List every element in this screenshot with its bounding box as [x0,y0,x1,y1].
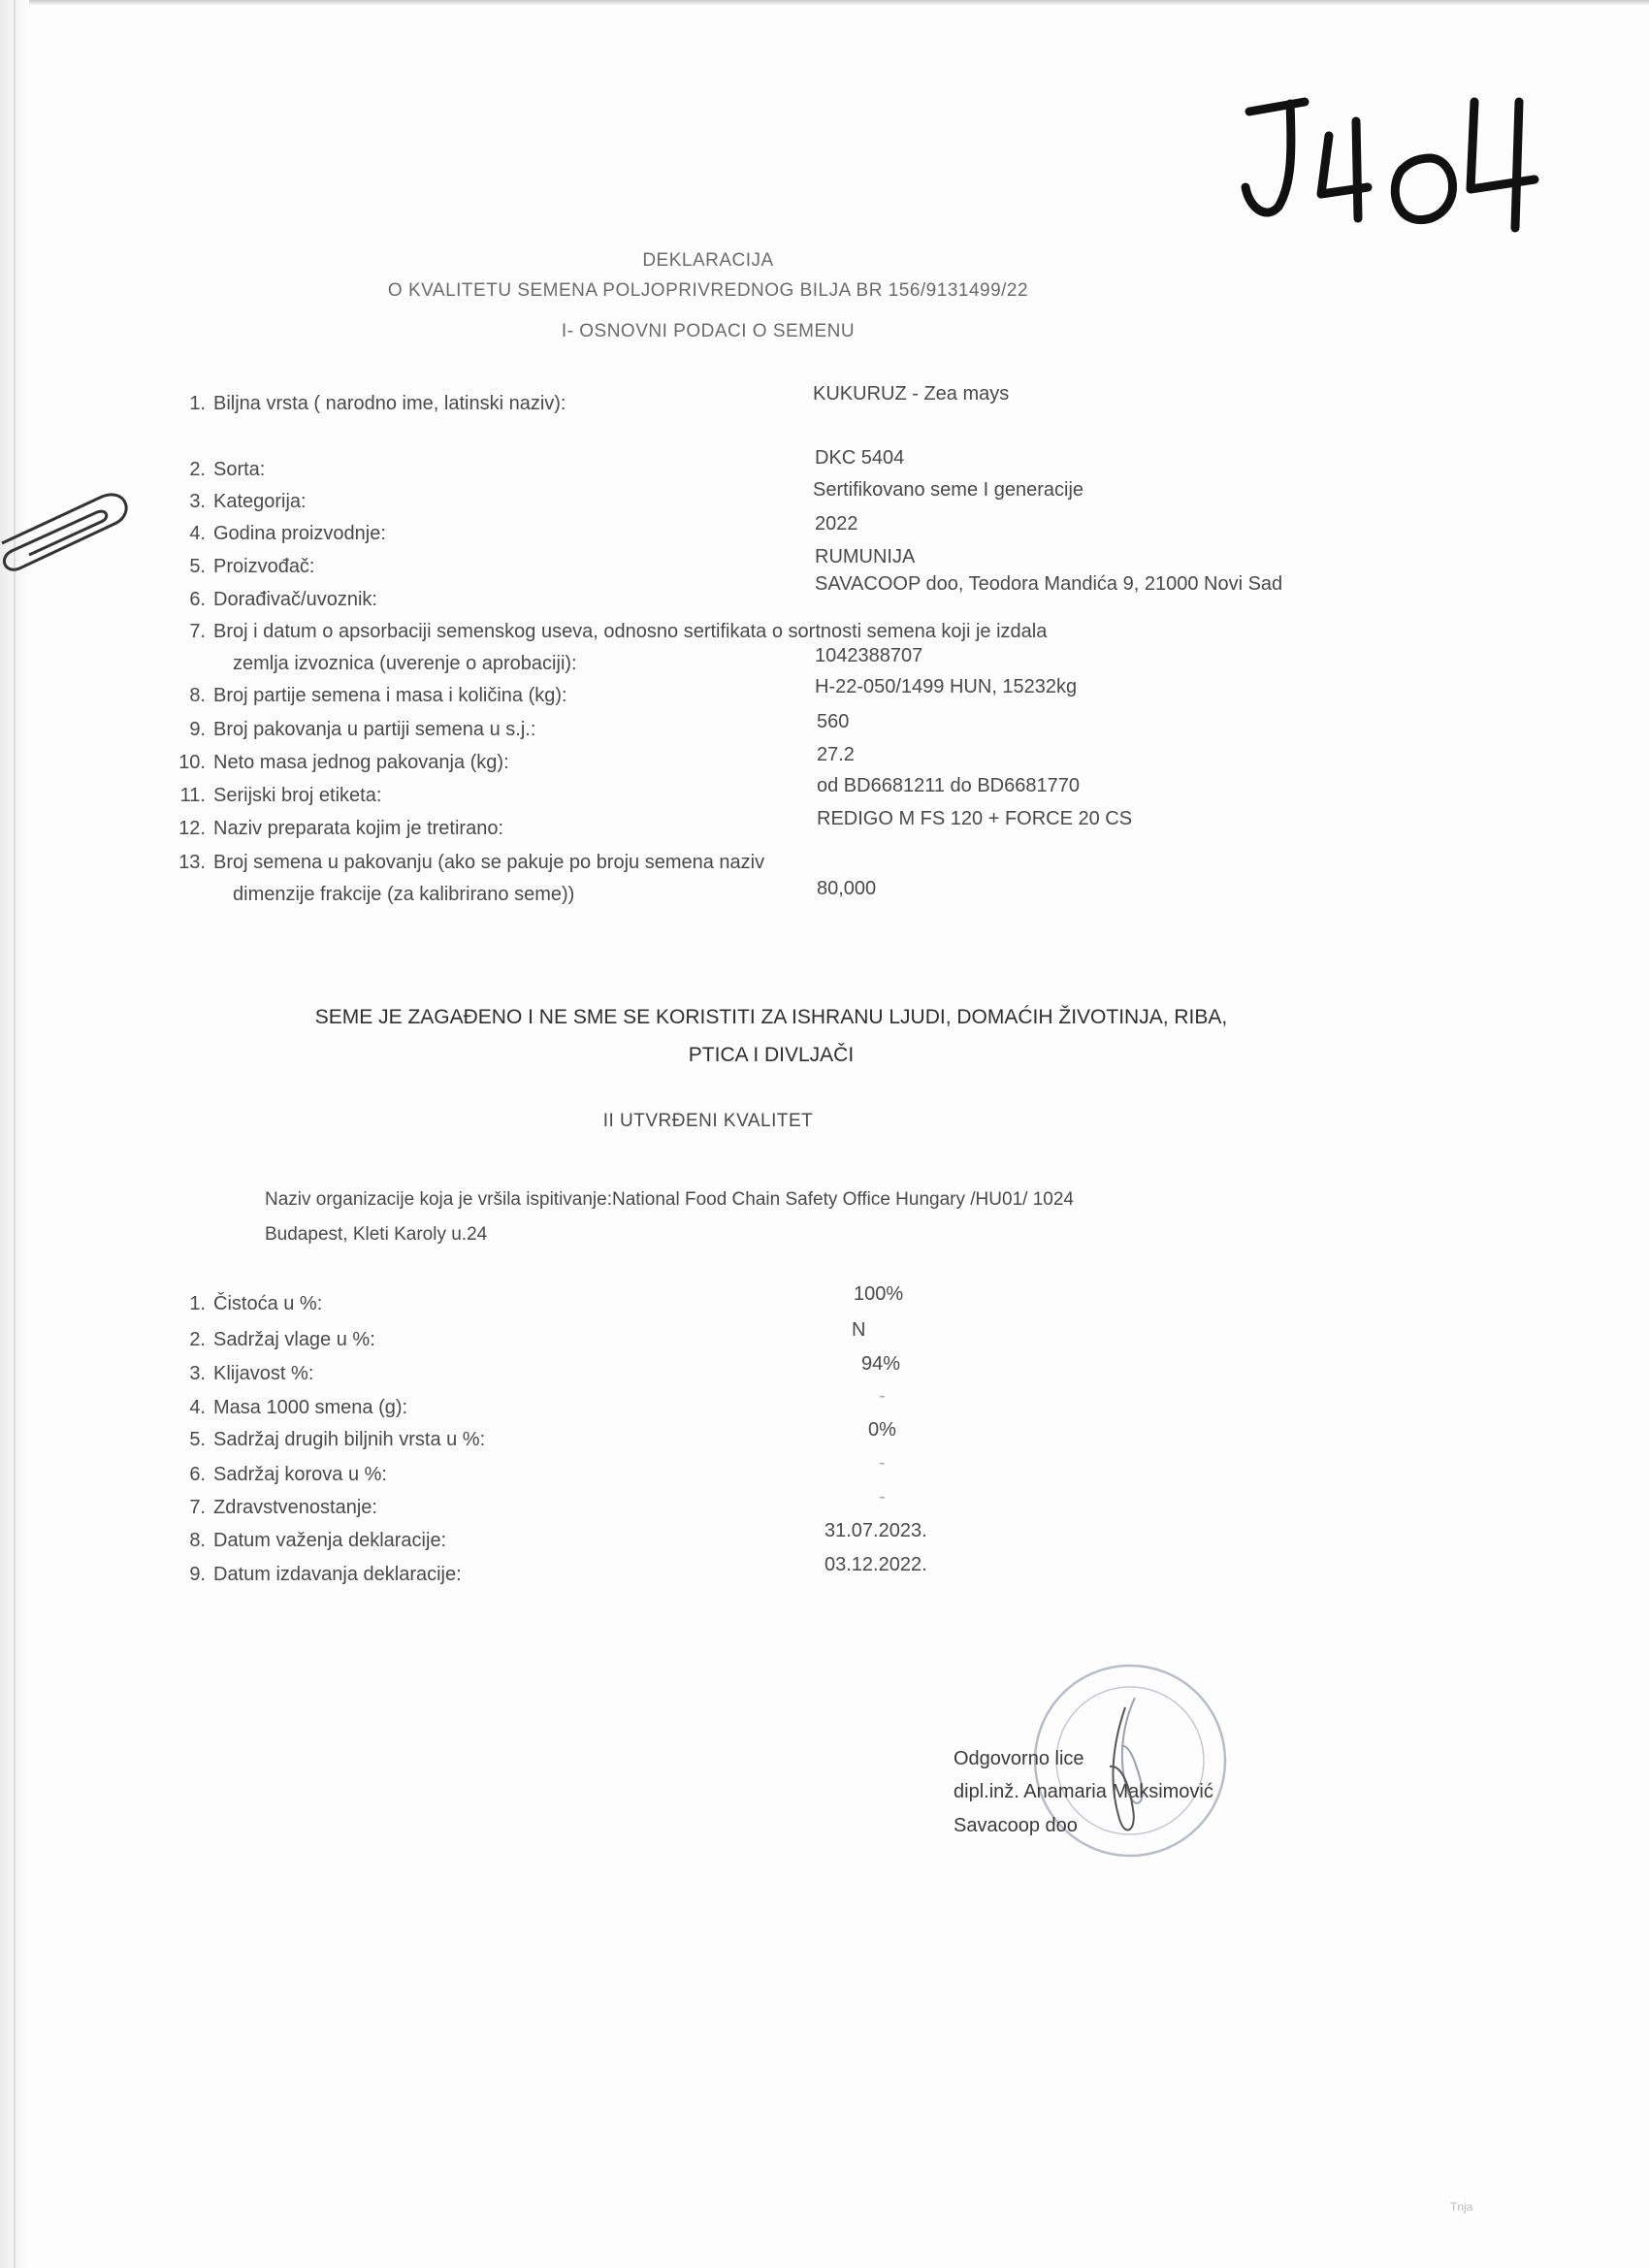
signature-title: Odgovorno lice [954,1748,1084,1769]
s1-row-11: 11. Serijski broj etiketa: [179,785,382,806]
s2-row-4: 4. Masa 1000 smena (g): [189,1397,408,1418]
s2-value-8: 31.07.2023. [824,1520,927,1541]
paperclip-icon [0,485,136,601]
s1-row-13-cont: dimenzije frakcije (za kalibrirano seme)) [233,884,575,905]
s1-row-7: 7. Broj i datum o apsorbaciji semenskog useva, odnosno sertifikata o sortnosti semena koji je izdala [189,621,1048,642]
s1-value-11: od BD6681211 do BD6681770 [817,775,1080,796]
s2-row-8: 8. Datum važenja deklaracije: [189,1530,447,1551]
s1-value-4: 2022 [815,513,858,535]
s1-value-1: KUKURUZ - Zea mays [813,383,1010,405]
s1-row-2: 2. Sorta: [189,459,266,480]
s1-row-12: 12. Naziv preparata kojim je tretirano: [178,818,504,839]
s2-value-2: N [852,1319,866,1341]
s1-row-8: 8. Broj partije semena i masa i količina (kg): [189,685,567,706]
s2-value-7: - [879,1486,886,1507]
s1-value-8: H-22-050/1499 HUN, 15232kg [815,676,1078,697]
s1-value-7: 1042388707 [815,645,923,666]
s2-row-5: 5. Sadržaj drugih biljnih vrsta u %: [189,1429,486,1450]
s2-row-7: 7. Zdravstvenostanje: [189,1497,377,1518]
s1-value-3: Sertifikovano seme I generacije [813,479,1084,501]
s2-row-6: 6. Sadržaj korova u %: [189,1464,387,1485]
s1-row-6: 6. Dorađivač/uvoznik: [189,589,377,610]
s1-value-12: REDIGO M FS 120 + FORCE 20 CS [817,808,1133,829]
s1-value-5: RUMUNIJA [815,546,916,567]
s2-value-9: 03.12.2022. [824,1554,927,1575]
handwritten-mark [1232,92,1552,238]
section-2-title: II UTVRĐENI KVALITET [602,1111,814,1131]
s1-value-13: 80,000 [817,878,877,899]
warning-line-2: PTICA I DIVLJAČI [688,1044,855,1066]
s1-row-10: 10. Neto masa jednog pakovanja (kg): [178,752,509,773]
s2-value-3: 94% [861,1353,901,1375]
doc-title: DEKLARACIJA [642,250,774,271]
organization-line-1: Naziv organizacije koja je vršila ispitivanje:National Food Chain Safety Office Hungary /HU01/ 1024 [265,1189,1074,1210]
section-1-title: I- OSNOVNI PODACI O SEMENU [561,321,856,341]
s1-value-2: DKC 5404 [815,447,905,469]
corner-mark: Tnja [1450,2200,1473,2214]
s2-row-2: 2. Sadržaj vlage u %: [189,1329,375,1350]
s1-row-5: 5. Proizvođač: [189,556,315,577]
s1-value-6: SAVACOOP doo, Teodora Mandića 9, 21000 Novi Sad [815,573,1283,595]
s1-value-9: 560 [817,711,850,732]
s2-row-1: 1. Čistoća u %: [189,1293,323,1314]
s1-row-3: 3. Kategorija: [189,491,307,512]
s1-row-4: 4. Godina proizvodnje: [189,523,386,544]
s1-row-1: 1. Biljna vrsta ( narodno ime, latinski naziv): [189,393,566,414]
s1-row-7-cont: zemlja izvoznica (uverenje o aprobaciji): [233,653,577,674]
s2-value-4: - [879,1385,886,1407]
signatory-company: Savacoop doo [954,1815,1078,1836]
s1-row-13: 13. Broj semena u pakovanju (ako se pakuje po broju semena naziv [178,852,765,873]
s2-value-6: - [879,1452,886,1474]
s1-row-9: 9. Broj pakovanja u partiji semena u s.j.: [189,719,536,740]
handwritten-signature [1086,1702,1164,1848]
s2-value-5: 0% [868,1419,896,1441]
doc-subtitle: O KVALITETU SEMENA POLJOPRIVREDNOG BILJA BR 156/9131499/22 [387,280,1029,301]
s1-value-10: 27.2 [817,744,855,765]
s2-row-9: 9. Datum izdavanja deklaracije: [189,1564,462,1585]
warning-line-1: SEME JE ZAGAĐENO I NE SME SE KORISTITI ZA ISHRANU LJUDI, DOMAĆIH ŽIVOTINJA, RIBA, [314,1006,1228,1028]
s2-value-1: 100% [854,1283,904,1305]
signatory-name: dipl.inž. Anamaria Maksimović [954,1781,1213,1802]
s2-row-3: 3. Klijavost %: [189,1363,314,1384]
organization-line-2: Budapest, Kleti Karoly u.24 [265,1224,488,1245]
scan-top-edge [0,0,1649,6]
